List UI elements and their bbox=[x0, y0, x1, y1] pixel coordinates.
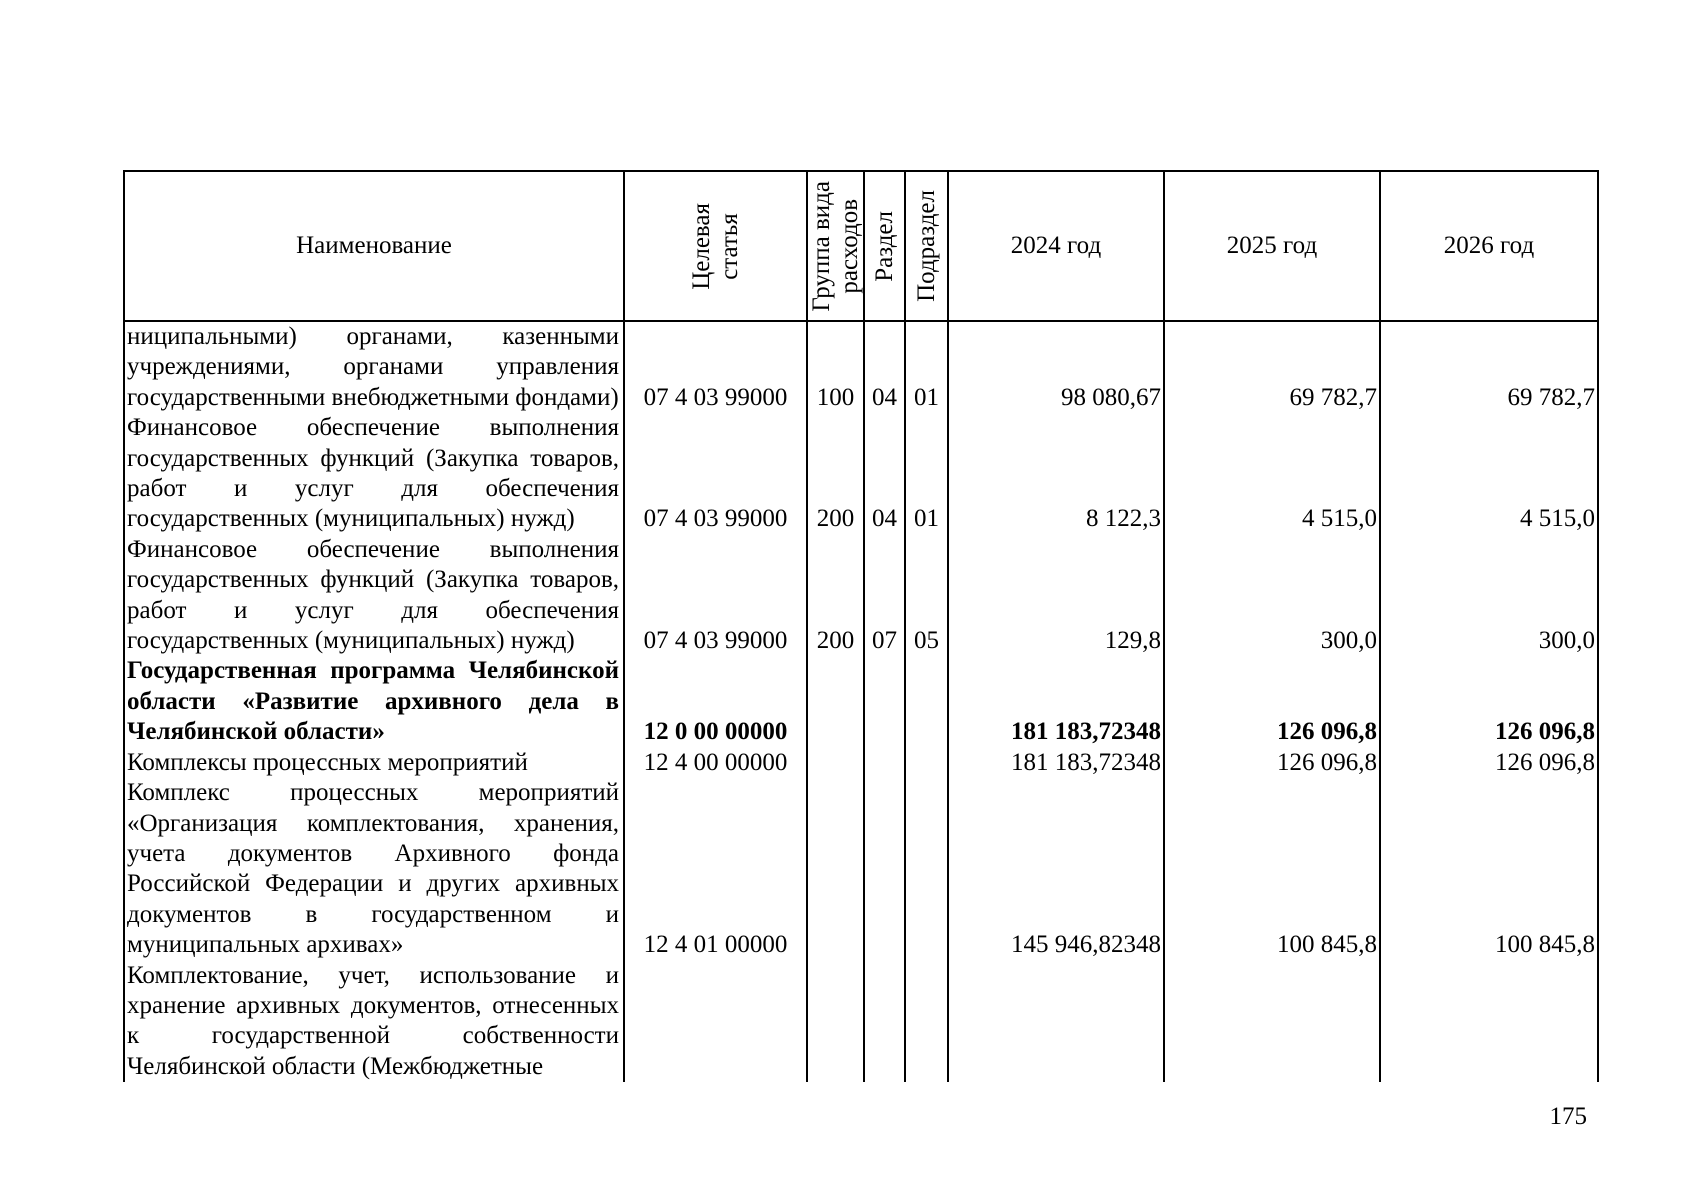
row-section bbox=[864, 961, 905, 1083]
row-target: 12 4 01 00000 bbox=[624, 778, 807, 960]
table-header-row bbox=[124, 171, 1598, 321]
row-group: 200 bbox=[807, 413, 864, 535]
row-target: 07 4 03 99000 bbox=[624, 413, 807, 535]
row-2024: 181 183,72348 bbox=[948, 656, 1164, 747]
row-2026 bbox=[1380, 961, 1598, 1083]
row-2025: 4 515,0 bbox=[1164, 413, 1380, 535]
row-target: 07 4 03 99000 bbox=[624, 535, 807, 657]
row-target bbox=[624, 961, 807, 1083]
row-target: 07 4 03 99000 bbox=[624, 321, 807, 413]
row-2026: 100 845,8 bbox=[1380, 778, 1598, 960]
row-group bbox=[807, 961, 864, 1083]
row-2024: 181 183,72348 bbox=[948, 748, 1164, 778]
row-target: 12 0 00 00000 bbox=[624, 656, 807, 747]
row-name: Комплекс процессных мероприятий «Организация комплектования, хранения, учета документов Архивного фонда Российской Федерации и других архивных документов в государственном и муниципальных архивах» bbox=[124, 778, 624, 960]
row-group bbox=[807, 656, 864, 747]
row-2024: 129,8 bbox=[948, 535, 1164, 657]
row-section bbox=[864, 778, 905, 960]
row-2026: 126 096,8 bbox=[1380, 748, 1598, 778]
row-2026: 69 782,7 bbox=[1380, 321, 1598, 413]
row-name: Комплектование, учет, использование и хранение архивных документов, отнесенных к государственной собственности Челябинской области (Межбюджетные bbox=[124, 961, 624, 1083]
row-name: Комплексы процессных мероприятий bbox=[124, 748, 624, 778]
row-subsection: 01 bbox=[905, 321, 948, 413]
row-2024: 145 946,82348 bbox=[948, 778, 1164, 960]
row-group: 100 bbox=[807, 321, 864, 413]
header-group: Группа вида расходов bbox=[807, 171, 864, 321]
row-target: 12 4 00 00000 bbox=[624, 748, 807, 778]
row-2026: 4 515,0 bbox=[1380, 413, 1598, 535]
row-2025: 69 782,7 bbox=[1164, 321, 1380, 413]
row-name: Финансовое обеспечение выполнения государственных функций (Закупка товаров, работ и услуг для обеспечения государственных (муниципальных) нужд) bbox=[124, 413, 624, 535]
row-2024 bbox=[948, 961, 1164, 1083]
row-subsection bbox=[905, 961, 948, 1083]
header-target: Целевая статья bbox=[624, 171, 807, 321]
row-2024: 8 122,3 bbox=[948, 413, 1164, 535]
row-group bbox=[807, 778, 864, 960]
row-group: 200 bbox=[807, 535, 864, 657]
header-subsection: Подраздел bbox=[905, 171, 948, 321]
header-2026: 2026 год bbox=[1380, 171, 1598, 321]
row-subsection bbox=[905, 656, 948, 747]
table-row bbox=[124, 321, 1598, 413]
budget-table bbox=[123, 170, 1599, 1082]
row-name: Финансовое обеспечение выполнения государственных функций (Закупка товаров, работ и услуг для обеспечения государственных (муниципальных) нужд) bbox=[124, 535, 624, 657]
row-subsection bbox=[905, 748, 948, 778]
table-row bbox=[124, 961, 1598, 1083]
row-2025: 126 096,8 bbox=[1164, 748, 1380, 778]
table-row bbox=[124, 778, 1598, 960]
row-subsection: 05 bbox=[905, 535, 948, 657]
header-name: Наименование bbox=[124, 171, 624, 321]
row-section: 07 bbox=[864, 535, 905, 657]
row-subsection bbox=[905, 778, 948, 960]
row-2024: 98 080,67 bbox=[948, 321, 1164, 413]
row-2025: 100 845,8 bbox=[1164, 778, 1380, 960]
row-group bbox=[807, 748, 864, 778]
row-section bbox=[864, 656, 905, 747]
header-2024: 2024 год bbox=[948, 171, 1164, 321]
row-section bbox=[864, 748, 905, 778]
row-name: Государственная программа Челябинской области «Развитие архивного дела в Челябинской области» bbox=[124, 656, 624, 747]
row-2026: 300,0 bbox=[1380, 535, 1598, 657]
row-2025 bbox=[1164, 961, 1380, 1083]
row-name: ниципальными) органами, казенными учреждениями, органами управления государственными внебюджетными фондами) bbox=[124, 321, 624, 413]
header-section: Раздел bbox=[864, 171, 905, 321]
table-row bbox=[124, 413, 1598, 535]
table-row bbox=[124, 656, 1598, 747]
table-row bbox=[124, 535, 1598, 657]
row-2026: 126 096,8 bbox=[1380, 656, 1598, 747]
row-section: 04 bbox=[864, 321, 905, 413]
row-subsection: 01 bbox=[905, 413, 948, 535]
page-number: 175 bbox=[1549, 1103, 1587, 1130]
row-2025: 126 096,8 bbox=[1164, 656, 1380, 747]
row-2025: 300,0 bbox=[1164, 535, 1380, 657]
header-2025: 2025 год bbox=[1164, 171, 1380, 321]
row-section: 04 bbox=[864, 413, 905, 535]
table-row bbox=[124, 748, 1598, 778]
